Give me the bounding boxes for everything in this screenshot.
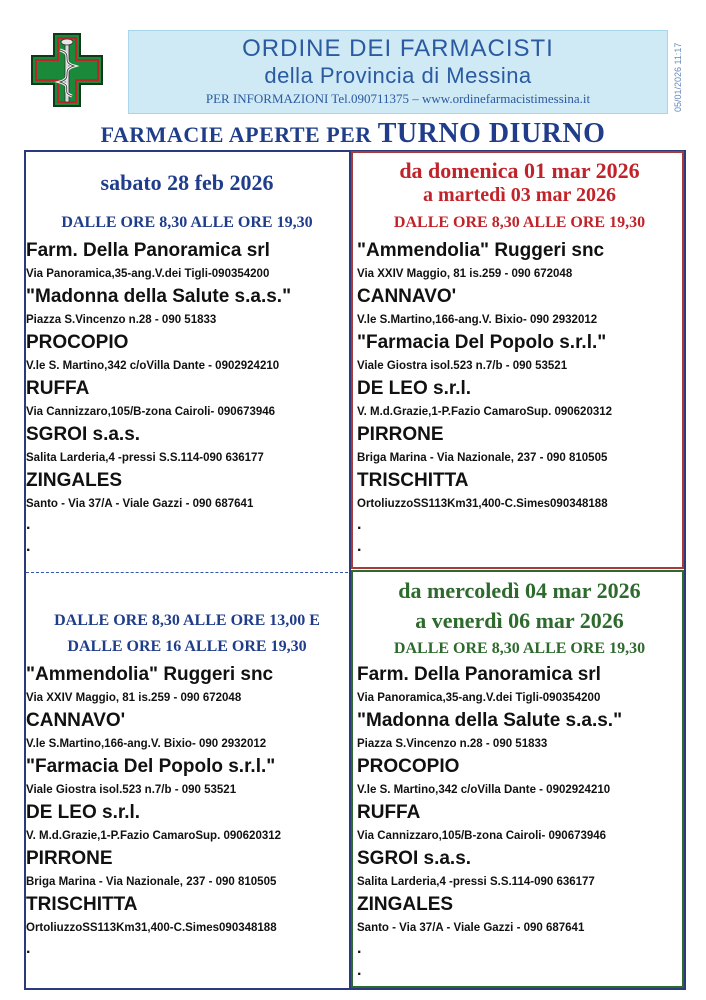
- pharmacy-address: Piazza S.Vincenzo n.28 - 090 51833: [357, 738, 548, 750]
- placeholder-dot: .: [26, 538, 31, 555]
- pharmacy-name: ZINGALES: [26, 470, 123, 491]
- pharmacy-address: Viale Giostra isol.523 n.7/b - 090 53521: [26, 784, 237, 796]
- pharmacy-address: Santo - Via 37/A - Viale Gazzi - 090 687641: [357, 922, 585, 934]
- pharmacy-address: Via XXIV Maggio, 81 is.259 - 090 672048: [357, 268, 573, 280]
- pharmacy-name: "Ammendolia" Ruggeri snc: [357, 240, 605, 261]
- placeholder-dot: .: [357, 962, 362, 979]
- title-prefix: FARMACIE APERTE PER: [100, 122, 372, 147]
- pharmacy-address: Piazza S.Vincenzo n.28 - 090 51833: [26, 314, 217, 326]
- pharmacy-address: Via Cannizzaro,105/B-zona Cairoli- 090673946: [357, 830, 607, 842]
- pharmacy-address: Salita Larderia,4 -pressi S.S.114-090 636177: [26, 452, 264, 464]
- panel-date-end: a venerdì 06 mar 2026: [415, 608, 624, 633]
- panel-hours: DALLE ORE 8,30 ALLE ORE 19,30: [61, 214, 313, 231]
- pharmacy-address: OrtoliuzzoSS113Km31,400-C.Simes090348188: [26, 922, 277, 934]
- pharmacy-name: CANNAVO': [26, 710, 126, 731]
- panel-saturday: [26, 152, 348, 570]
- pharmacy-name: CANNAVO': [357, 286, 457, 307]
- pharmacy-name: "Farmacia Del Popolo s.r.l.": [26, 756, 276, 777]
- pharmacy-address: Salita Larderia,4 -pressi S.S.114-090 636177: [357, 876, 595, 888]
- title-emphasis: TURNO DIURNO: [377, 118, 606, 149]
- pharmacy-address: Via Panoramica,35-ang.V.dei Tigli-090354200: [26, 268, 270, 280]
- row-divider: [26, 572, 348, 573]
- pharmacy-address: Briga Marina - Via Nazionale, 237 - 090 810505: [357, 452, 608, 464]
- pharmacy-address: Via Panoramica,35-ang.V.dei Tigli-090354200: [357, 692, 601, 704]
- pharmacy-name: PIRRONE: [26, 848, 113, 869]
- pharmacy-name: "Madonna della Salute s.a.s.": [26, 286, 292, 307]
- panel-hours-morning: DALLE ORE 8,30 ALLE ORE 13,00 E: [54, 612, 320, 629]
- pharmacy-name: PROCOPIO: [357, 756, 460, 777]
- panel-hours-afternoon: DALLE ORE 16 ALLE ORE 19,30: [67, 638, 307, 655]
- page-title: [0, 118, 706, 150]
- pharmacy-address: V. M.d.Grazie,1-P.Fazio CamaroSup. 090620312: [26, 830, 282, 842]
- org-title: ORDINE DEI FARMACISTI: [242, 35, 554, 62]
- pharmacy-name: TRISCHITTA: [357, 470, 469, 491]
- pharmacy-name: SGROI s.a.s.: [357, 848, 472, 869]
- date-stamp: 05/01/2026 11:17: [673, 42, 683, 112]
- panel-date: da mercoledì 04 mar 2026: [398, 578, 641, 603]
- pharmacy-address: Briga Marina - Via Nazionale, 237 - 090 810505: [26, 876, 277, 888]
- org-info: PER INFORMAZIONI Tel.090711375 – www.ordinefarmacistimessina.it: [205, 91, 591, 106]
- pharmacy-address: OrtoliuzzoSS113Km31,400-C.Simes090348188: [357, 498, 608, 510]
- pharmacy-address: Via Cannizzaro,105/B-zona Cairoli- 090673946: [26, 406, 276, 418]
- placeholder-dot: .: [26, 940, 31, 957]
- header: [24, 28, 688, 114]
- panel-date-end: a martedì 03 mar 2026: [423, 184, 616, 206]
- org-subtitle: della Provincia di Messina: [264, 63, 532, 88]
- panel-date: sabato 28 feb 2026: [100, 170, 274, 195]
- placeholder-dot: .: [26, 516, 31, 533]
- panel-wed-fri: [357, 572, 682, 986]
- pharmacy-name: Farm. Della Panoramica srl: [357, 664, 601, 685]
- pharmacy-name: RUFFA: [357, 802, 421, 823]
- panel-sun-tue: [357, 152, 682, 570]
- pharmacy-name: DE LEO s.r.l.: [26, 802, 141, 823]
- pharmacy-address: V.le S.Martino,166-ang.V. Bixio- 090 2932012: [26, 738, 267, 750]
- pharmacy-address: V. M.d.Grazie,1-P.Fazio CamaroSup. 090620312: [357, 406, 613, 418]
- header-banner: [128, 30, 668, 114]
- pharmacy-address: Via XXIV Maggio, 81 is.259 - 090 672048: [26, 692, 242, 704]
- panel-sun-tue-split-hours: [26, 574, 348, 988]
- pharmacy-address: Santo - Via 37/A - Viale Gazzi - 090 687641: [26, 498, 254, 510]
- placeholder-dot: .: [357, 516, 362, 533]
- pharmacy-name: TRISCHITTA: [26, 894, 138, 915]
- pharmacy-name: PIRRONE: [357, 424, 444, 445]
- pharmacy-address: V.le S.Martino,166-ang.V. Bixio- 090 2932012: [357, 314, 598, 326]
- pharmacy-name: PROCOPIO: [26, 332, 129, 353]
- placeholder-dot: .: [357, 538, 362, 555]
- pharmacy-name: ZINGALES: [357, 894, 454, 915]
- pharmacy-address: Viale Giostra isol.523 n.7/b - 090 53521: [357, 360, 568, 372]
- pharmacy-name: RUFFA: [26, 378, 90, 399]
- pharmacy-name: SGROI s.a.s.: [26, 424, 141, 445]
- pharmacy-address: V.le S. Martino,342 c/oVilla Dante - 0902924210: [357, 784, 611, 796]
- pharmacy-name: "Madonna della Salute s.a.s.": [357, 710, 623, 731]
- pharmacy-cross-caduceus-icon: [28, 30, 106, 110]
- panel-hours: DALLE ORE 8,30 ALLE ORE 19,30: [393, 214, 646, 231]
- panel-date: da domenica 01 mar 2026: [399, 158, 640, 183]
- pharmacy-address: V.le S. Martino,342 c/oVilla Dante - 0902924210: [26, 360, 280, 372]
- panel-hours: DALLE ORE 8,30 ALLE ORE 19,30: [393, 640, 646, 657]
- pharmacy-name: "Ammendolia" Ruggeri snc: [26, 664, 274, 685]
- pharmacy-name: DE LEO s.r.l.: [357, 378, 472, 399]
- placeholder-dot: .: [357, 940, 362, 957]
- pharmacy-name: Farm. Della Panoramica srl: [26, 240, 270, 261]
- pharmacy-name: "Farmacia Del Popolo s.r.l.": [357, 332, 607, 353]
